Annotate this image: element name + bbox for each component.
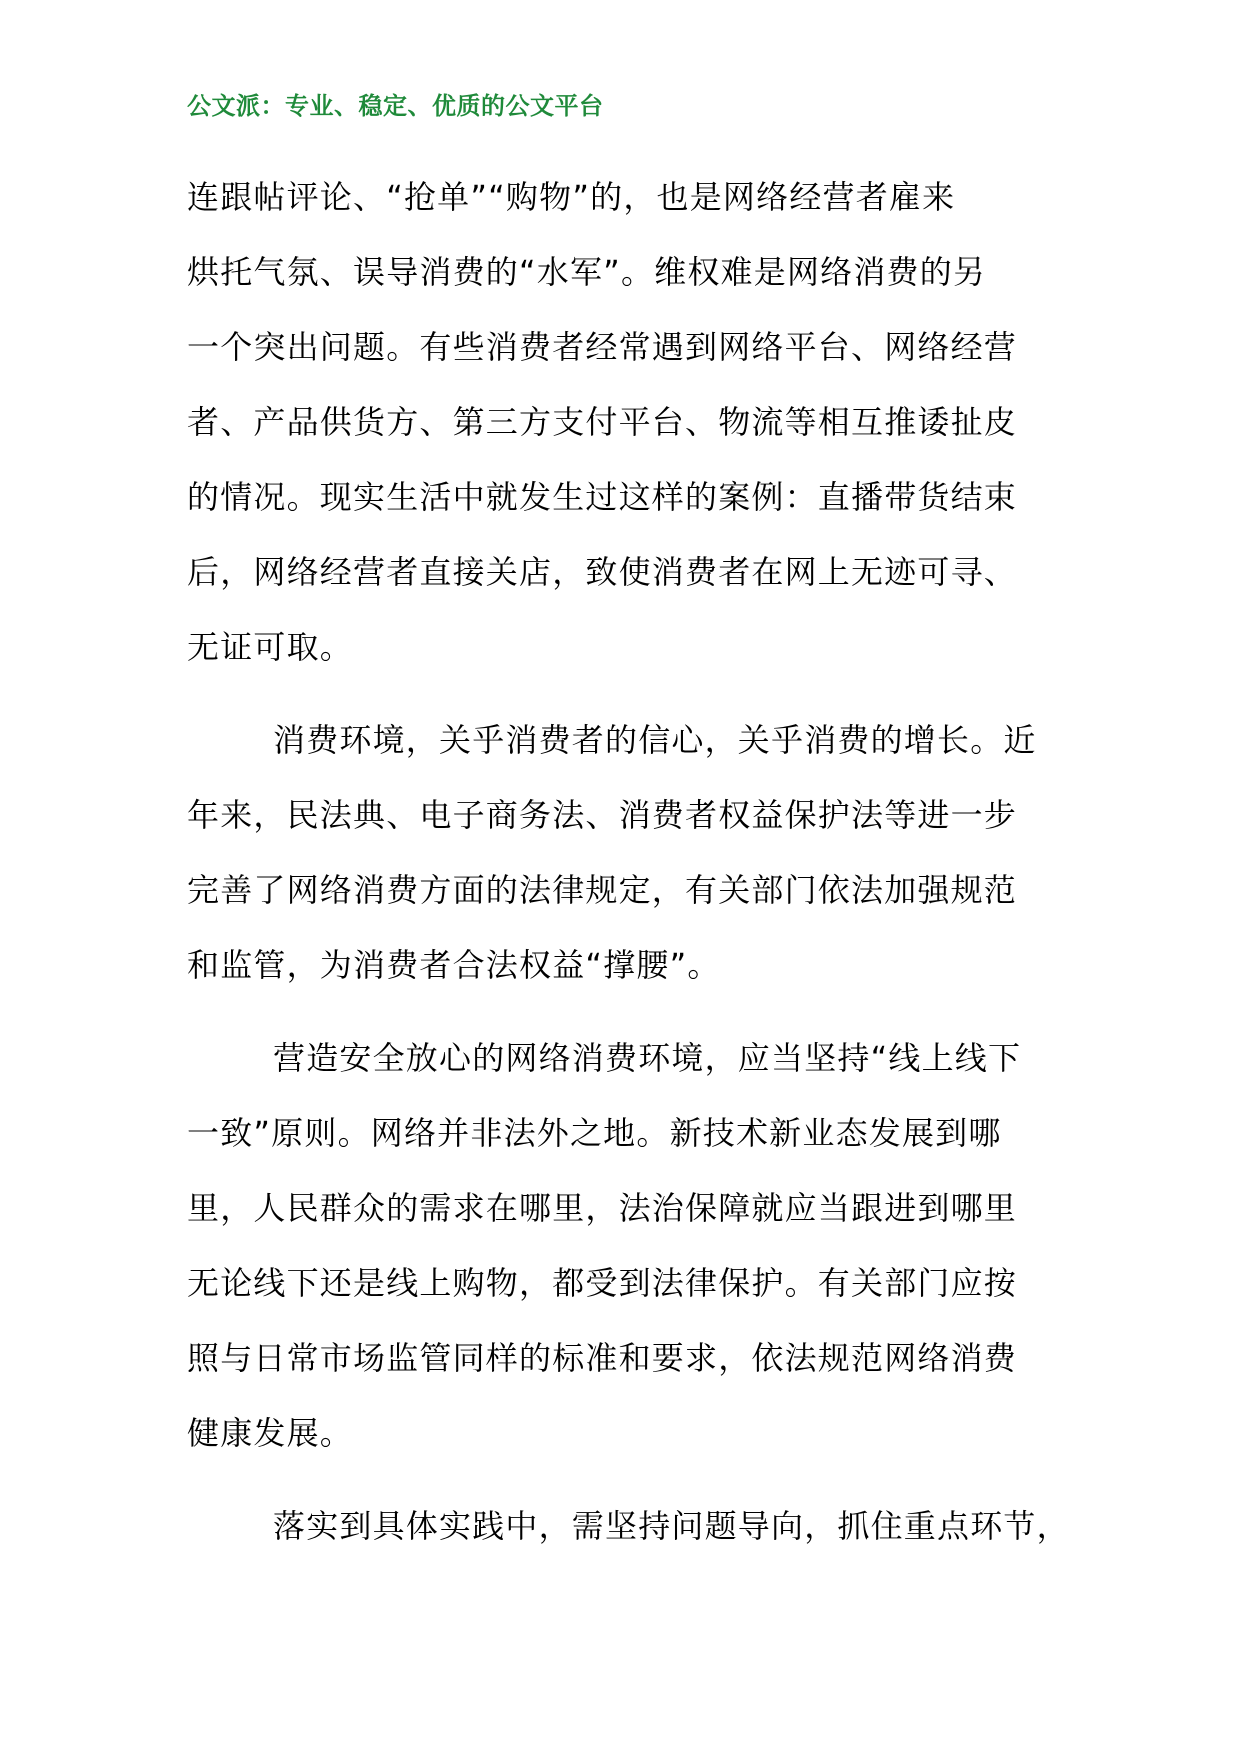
paragraph-line: 的情况。现实生活中就发生过这样的案例：直播带货结束 <box>187 478 1018 516</box>
paragraph-line: 无证可取。 <box>187 628 354 666</box>
paragraph-line: 健康发展。 <box>187 1414 354 1452</box>
paragraph-line: 无论线下还是线上购物，都受到法律保护。有关部门应按 <box>187 1264 1018 1302</box>
paragraph-line: 营造安全放心的网络消费环境，应当坚持“线上线下 <box>273 1039 1022 1077</box>
paragraph-line: 照与日常市场监管同样的标准和要求，依法规范网络消费 <box>187 1339 1018 1377</box>
document-body <box>187 160 1070 1582</box>
paragraph-2 <box>187 703 1057 1003</box>
paragraph-line: 一致”原则。网络并非法外之地。新技术新业态发展到哪 <box>187 1114 1002 1152</box>
paragraph-line: 完善了网络消费方面的法律规定，有关部门依法加强规范 <box>187 871 1018 909</box>
paragraph-3 <box>187 1021 1057 1471</box>
paragraph-line: 落实到具体实践中，需坚持问题导向，抓住重点环节， <box>273 1507 1070 1545</box>
paragraph-line: 烘托气氛、误导消费的“水军”。维权难是网络消费的另 <box>187 253 987 291</box>
paragraph-line: 里，人民群众的需求在哪里，法治保障就应当跟进到哪里 <box>187 1189 1018 1227</box>
paragraph-4 <box>187 1489 1070 1564</box>
paragraph-1 <box>187 160 1057 685</box>
paragraph-line: 消费环境，关乎消费者的信心，关乎消费的增长。近 <box>273 721 1037 759</box>
header-title: 公文派：专业、稳定、优质的公文平台 <box>187 92 604 120</box>
paragraph-line: 年来，民法典、电子商务法、消费者权益保护法等进一步 <box>187 796 1018 834</box>
paragraph-line: 和监管，为消费者合法权益“撑腰”。 <box>187 946 721 984</box>
paragraph-line: 连跟帖评论、“抢单”“购物”的，也是网络经营者雇来 <box>187 178 956 216</box>
paragraph-line: 者、产品供货方、第三方支付平台、物流等相互推诿扯皮 <box>187 403 1018 441</box>
paragraph-line: 一个突出问题。有些消费者经常遇到网络平台、网络经营 <box>187 328 1018 366</box>
paragraph-line: 后，网络经营者直接关店，致使消费者在网上无迹可寻、 <box>187 553 1018 591</box>
